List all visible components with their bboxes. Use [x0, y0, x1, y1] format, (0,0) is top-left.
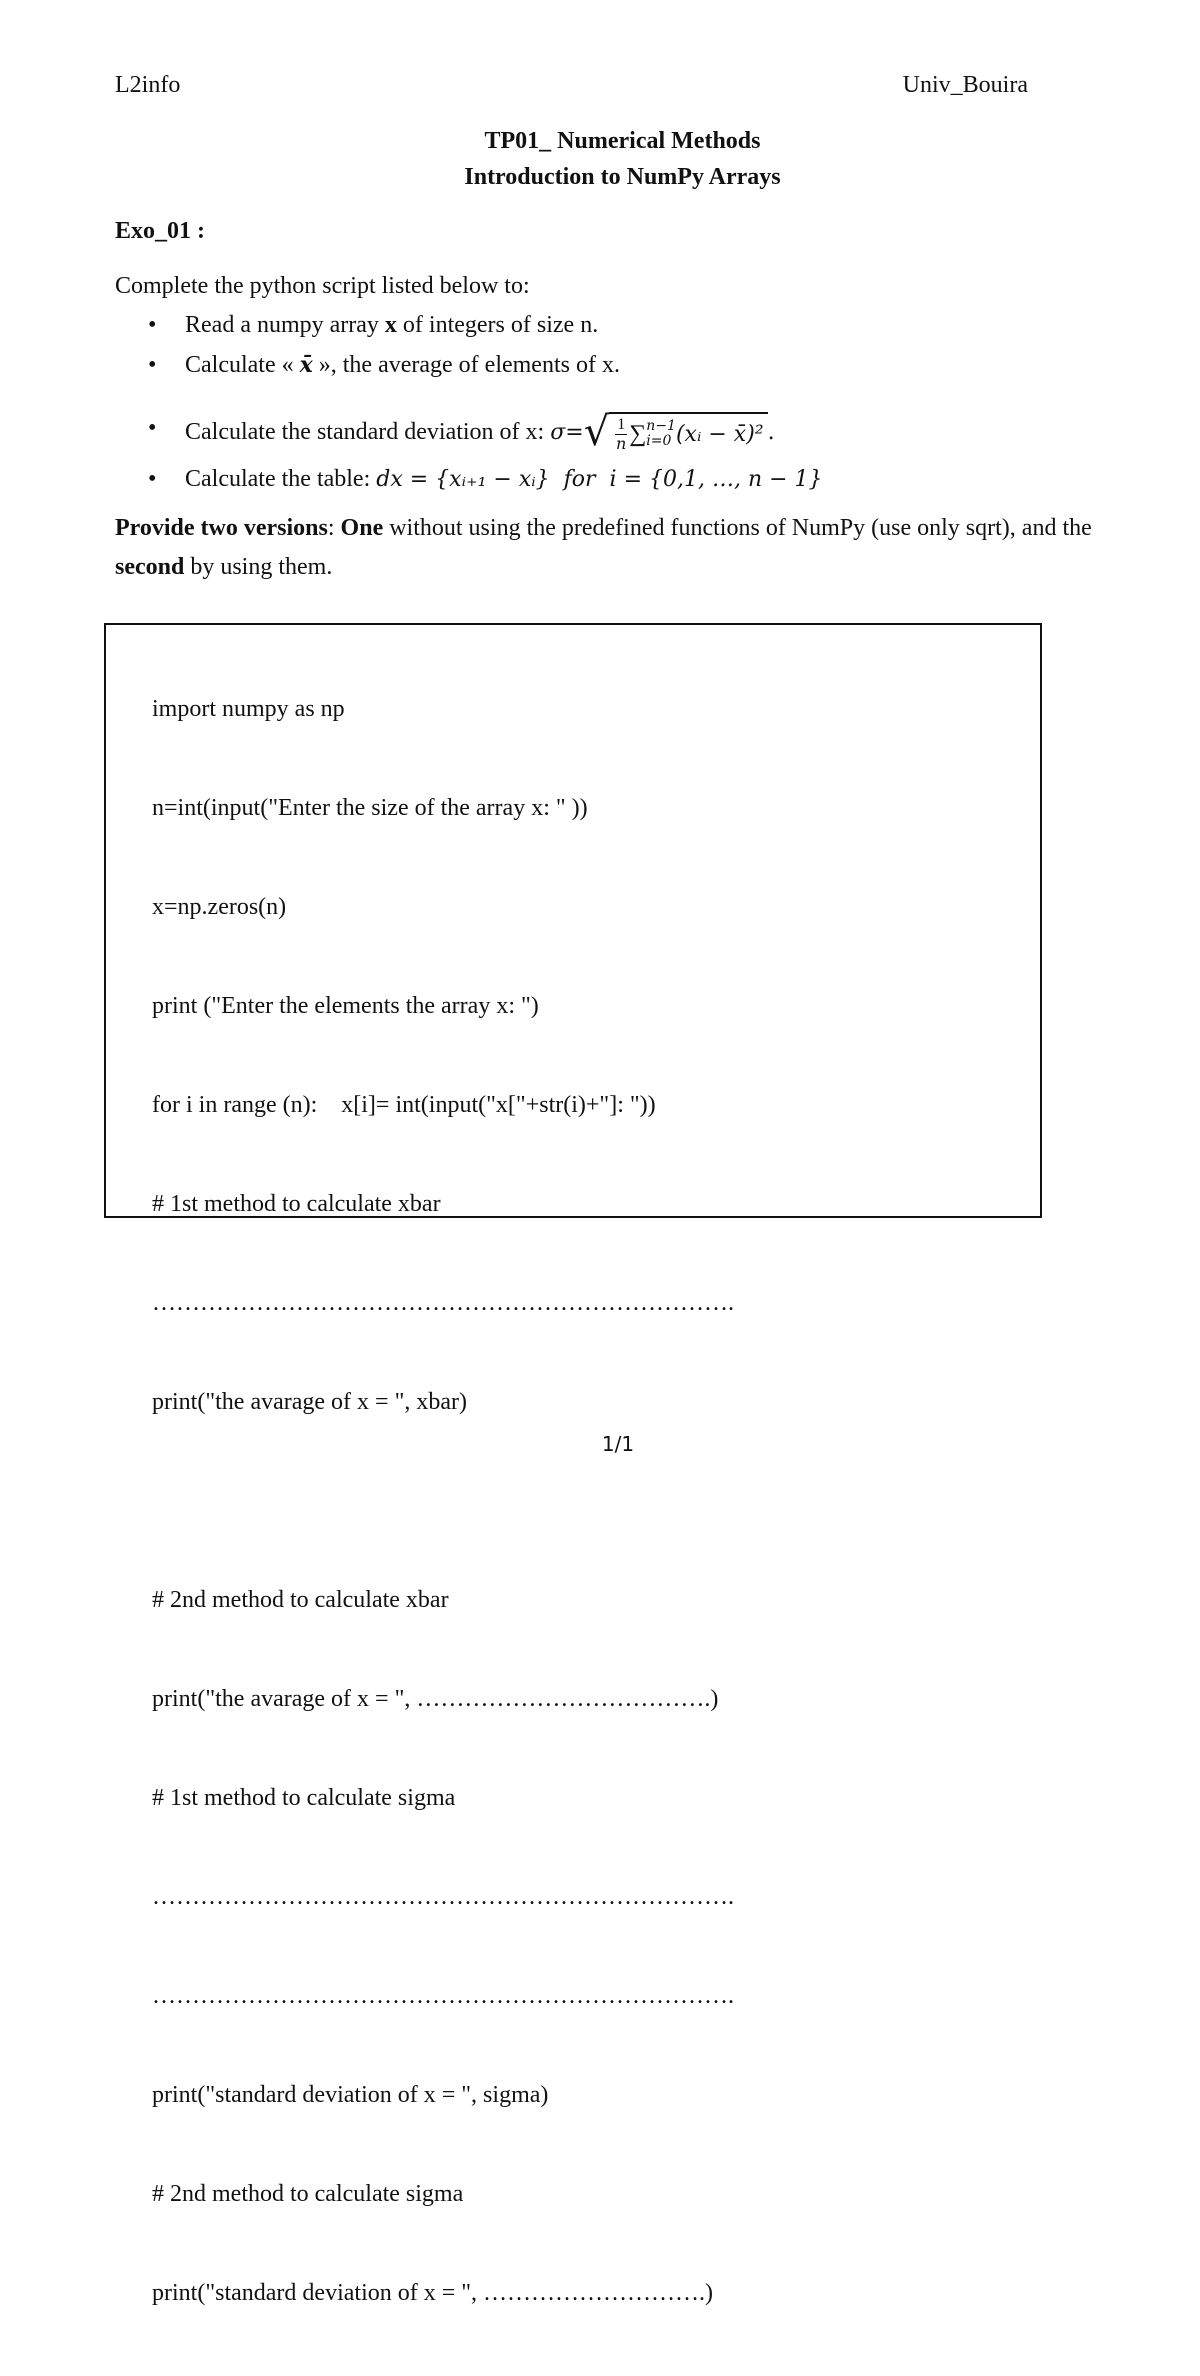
- code-line: print("standard deviation of x = ", sigma): [152, 2082, 549, 2108]
- fraction: [615, 416, 627, 453]
- fraction-numerator: 1: [617, 415, 626, 433]
- fraction-denominator: n: [616, 433, 627, 453]
- exercise-heading: Exo_01 :: [115, 218, 205, 244]
- task-text: », the average of elements of x.: [312, 352, 620, 378]
- equals-sign: =: [565, 419, 584, 445]
- task-list: [115, 312, 823, 504]
- task-text: Calculate the table:: [185, 466, 377, 492]
- bullet-icon: •: [148, 466, 157, 492]
- code-line: [152, 1485, 734, 1518]
- task-text: Calculate «: [185, 352, 300, 378]
- bullet-icon: •: [148, 352, 157, 378]
- doc-subtitle: Introduction to NumPy Arrays: [464, 164, 781, 190]
- header-course: L2info: [115, 72, 181, 98]
- code-line: # 2nd method to calculate xbar: [152, 1587, 449, 1613]
- versions-one: One: [340, 515, 384, 541]
- bullet-icon: •: [148, 415, 157, 441]
- versions-colon: :: [327, 515, 341, 541]
- code-listing: [152, 627, 734, 2376]
- task-item-read: [115, 312, 823, 352]
- formula-end: .: [767, 419, 775, 445]
- task-item-stddev: [115, 396, 823, 468]
- versions-lead: Provide two versions: [115, 515, 328, 541]
- task-text: of integers of size n.: [396, 312, 599, 338]
- bullet-icon: •: [148, 312, 157, 338]
- radical-icon: √: [583, 409, 610, 455]
- versions-paragraph: [115, 509, 1145, 587]
- code-line: # 1st method to calculate xbar: [152, 1191, 441, 1217]
- sum-term: (xᵢ − x̄)²: [675, 421, 764, 447]
- doc-title: TP01_ Numerical Methods: [484, 128, 761, 154]
- code-line: print("the avarage of x = ", xbar): [152, 1389, 467, 1415]
- task-text: Calculate the standard deviation of x:: [185, 418, 545, 445]
- dx-formula: dx = {xᵢ₊₁ − xᵢ} for i = {0,1, …, n − 1}: [376, 467, 823, 492]
- code-line: print("standard deviation of x = ", ……………………….): [152, 2280, 714, 2306]
- task-item-average: [115, 352, 823, 396]
- code-line: print ("Enter the elements the array x: "): [152, 993, 539, 1019]
- code-line: n=int(input("Enter the size of the array x: " )): [152, 795, 588, 821]
- header-university: Univ_Bouira: [902, 72, 1028, 98]
- intro-text: Complete the python script listed below to:: [115, 273, 530, 299]
- sum-lower-limit: i=0: [646, 433, 672, 449]
- code-line: print("the avarage of x = ", ……………………………….): [152, 1686, 719, 1712]
- code-line: ……………………………………………………………….: [152, 1290, 734, 1316]
- sum-icon: ∑: [629, 420, 647, 447]
- versions-end: by using them.: [184, 554, 333, 580]
- code-line: import numpy as np: [152, 696, 345, 722]
- code-line: ……………………………………………………………….: [152, 1884, 734, 1910]
- code-line: x=np.zeros(n): [152, 894, 287, 920]
- task-text: Read a numpy array: [185, 312, 385, 338]
- code-line: # 2nd method to calculate sigma: [152, 2181, 464, 2207]
- task-var-x: x: [384, 312, 397, 338]
- page-number: 1/1: [601, 1432, 635, 1456]
- sum-expression: [629, 419, 676, 449]
- task-item-table: [115, 466, 823, 504]
- versions-second: second: [115, 554, 185, 580]
- code-line: for i in range (n): x[i]= int(input("x["+str(i)+"]: ")): [152, 1092, 656, 1118]
- xbar-symbol: x̄: [299, 352, 313, 378]
- code-line: ……………………………………………………………….: [152, 1983, 734, 2009]
- code-line: # 1st method to calculate sigma: [152, 1785, 456, 1811]
- sqrt-expression: [583, 409, 768, 455]
- sigma-symbol: σ: [550, 419, 566, 445]
- sum-upper-limit: n−1: [646, 418, 676, 434]
- versions-mid: without using the predefined functions of NumPy (use only sqrt), and the: [383, 515, 1092, 541]
